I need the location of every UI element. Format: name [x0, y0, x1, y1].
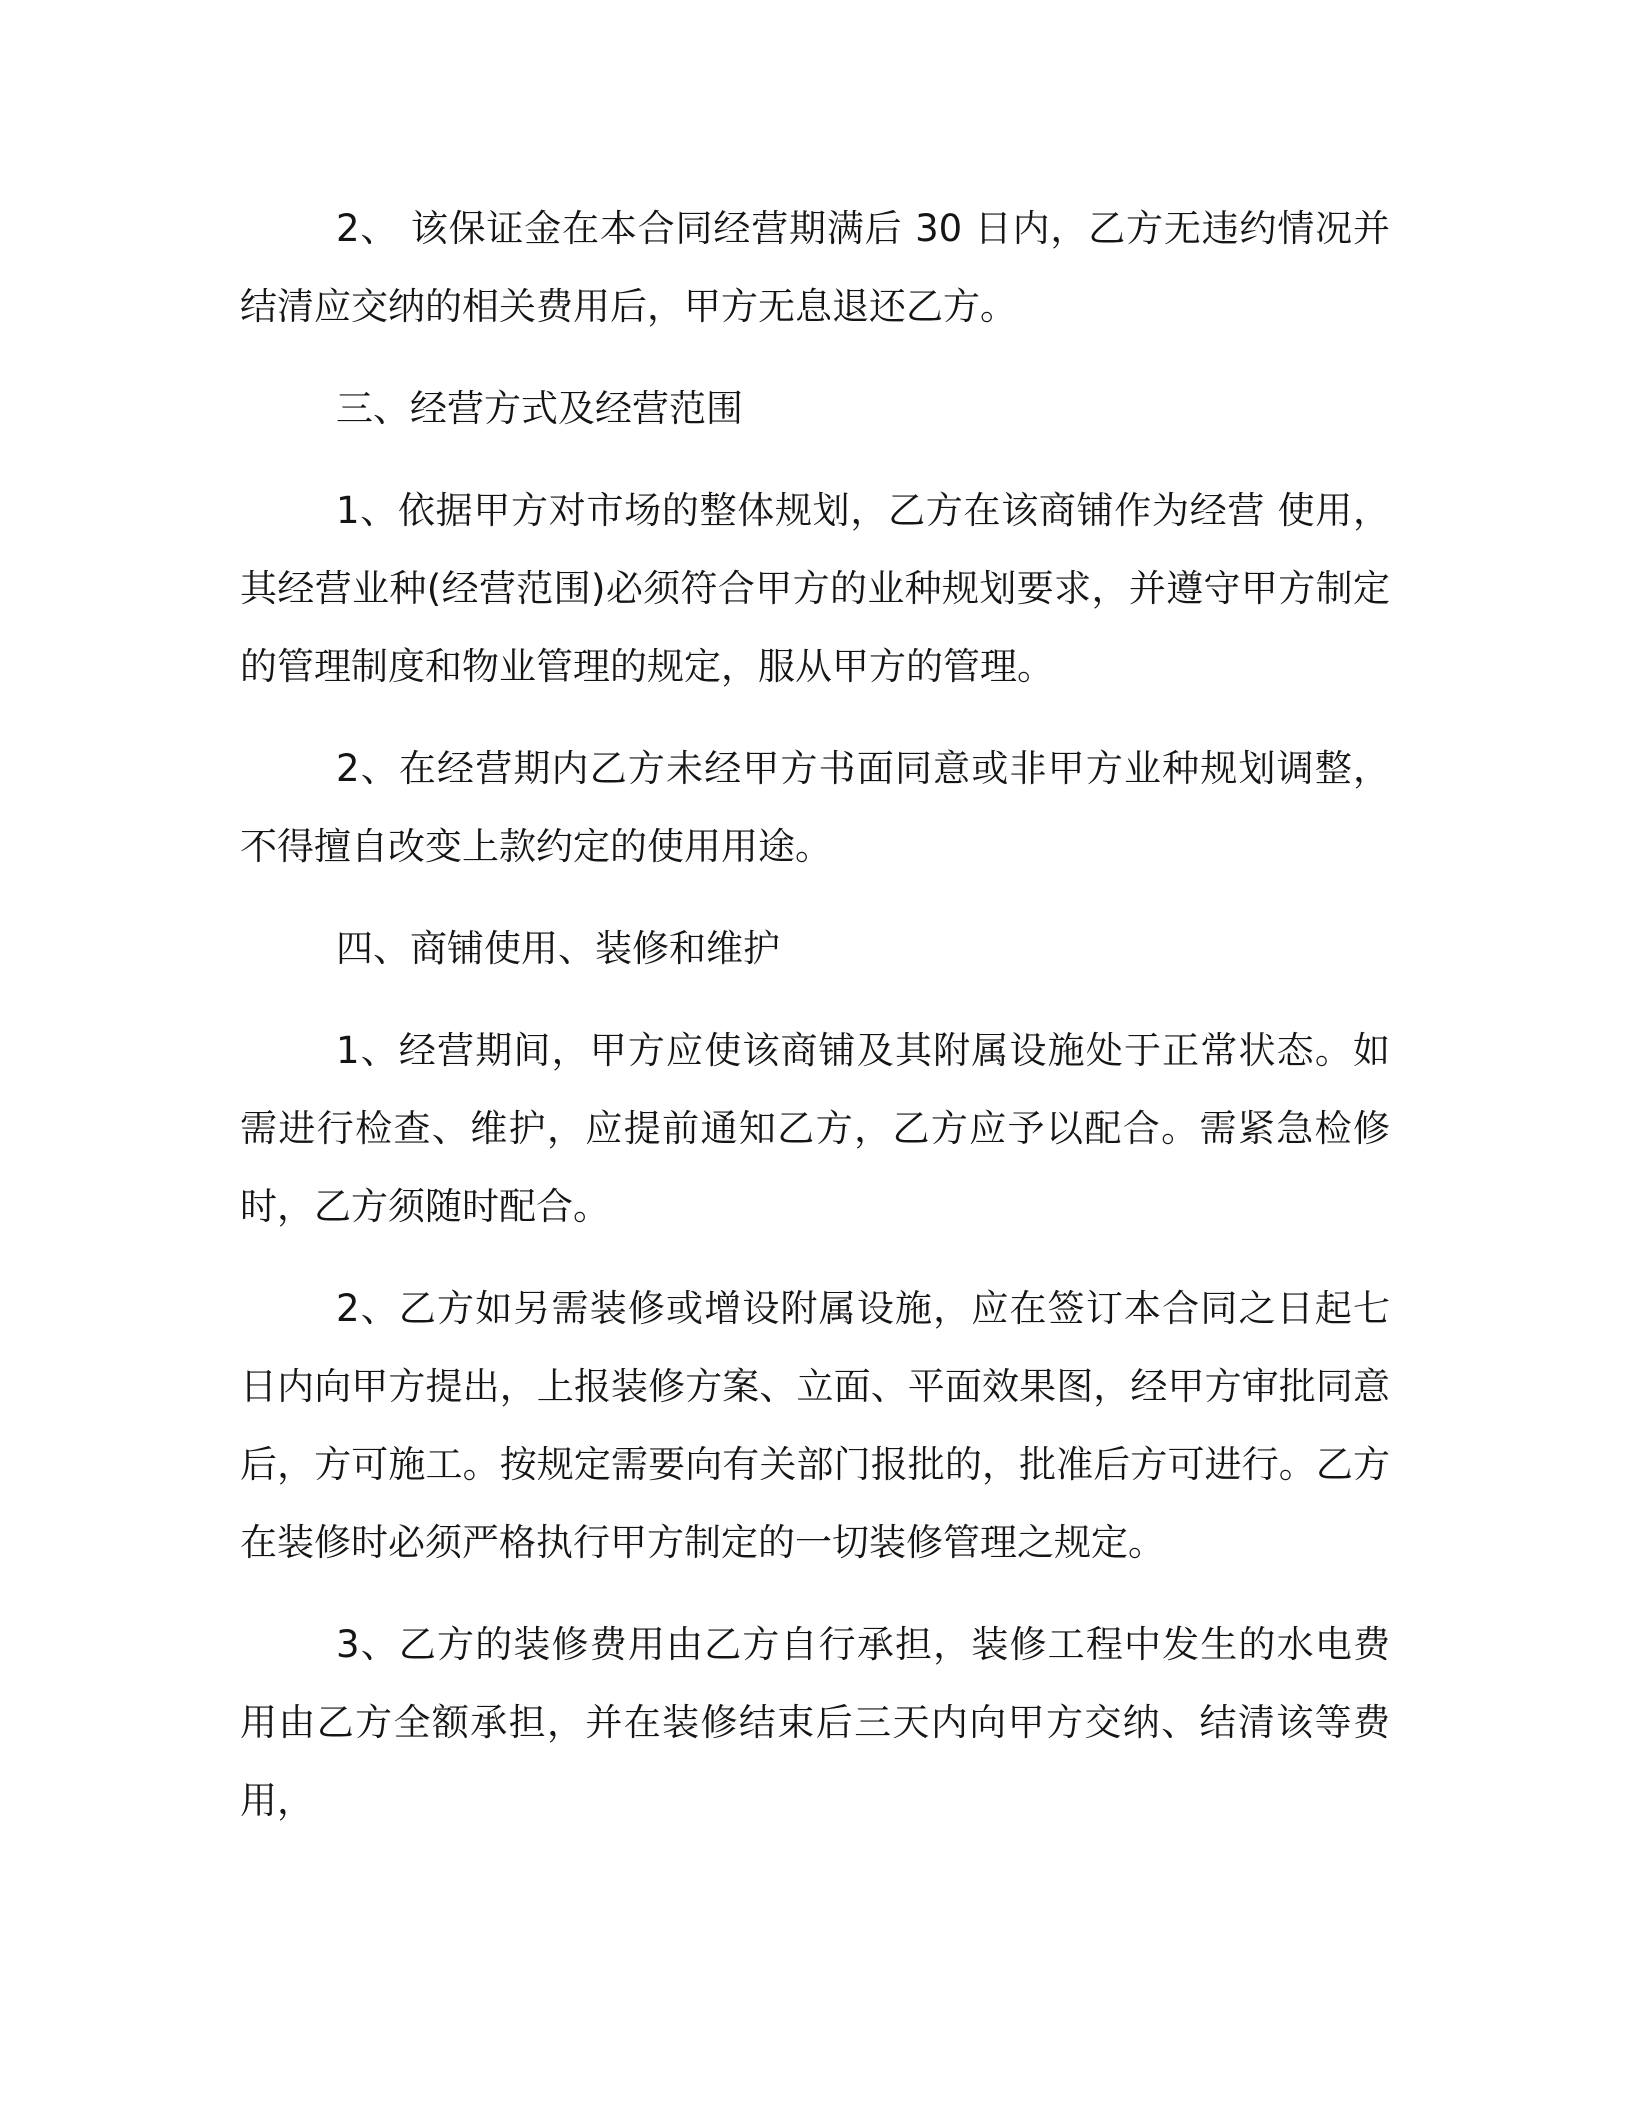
paragraph-renovation-costs: 3、乙方的装修费用由乙方自行承担，装修工程中发生的水电费用由乙方全额承担，并在装修结束后三天内向甲方交纳、结清该等费用，	[240, 1623, 1390, 1822]
section-heading-business-scope: 三、经营方式及经营范围	[336, 387, 743, 430]
paragraph-renovation-approval: 2、乙方如另需装修或增设附属设施，应在签订本合同之日起七日内向甲方提出，上报装修方案、立面、平面效果图，经甲方审批同意后，方可施工。按规定需要向有关部门报批的，批准后方可进行。乙方在装修时必须严格执行甲方制定的一切装修管理之规定。	[240, 1287, 1390, 1564]
paragraph-usage-change: 2、在经营期内乙方未经甲方书面同意或非甲方业种规划调整，不得擅自改变上款约定的使用用途。	[240, 747, 1390, 868]
paragraph-business-planning: 1、依据甲方对市场的整体规划，乙方在该商铺作为经营 使用，其经营业种(经营范围)必须符合甲方的业种规划要求，并遵守甲方制定的管理制度和物业管理的规定，服从甲方的管理。	[240, 489, 1390, 688]
document-body	[240, 190, 1390, 1864]
paragraph-deposit-refund: 2、 该保证金在本合同经营期满后 30 日内，乙方无违约情况并结清应交纳的相关费用后，甲方无息退还乙方。	[240, 207, 1390, 328]
section-heading-shop-use-renovation: 四、商铺使用、装修和维护	[336, 927, 780, 970]
paragraph-maintenance: 1、经营期间，甲方应使该商铺及其附属设施处于正常状态。如需进行检查、维护，应提前通知乙方，乙方应予以配合。需紧急检修时，乙方须随时配合。	[240, 1029, 1390, 1228]
